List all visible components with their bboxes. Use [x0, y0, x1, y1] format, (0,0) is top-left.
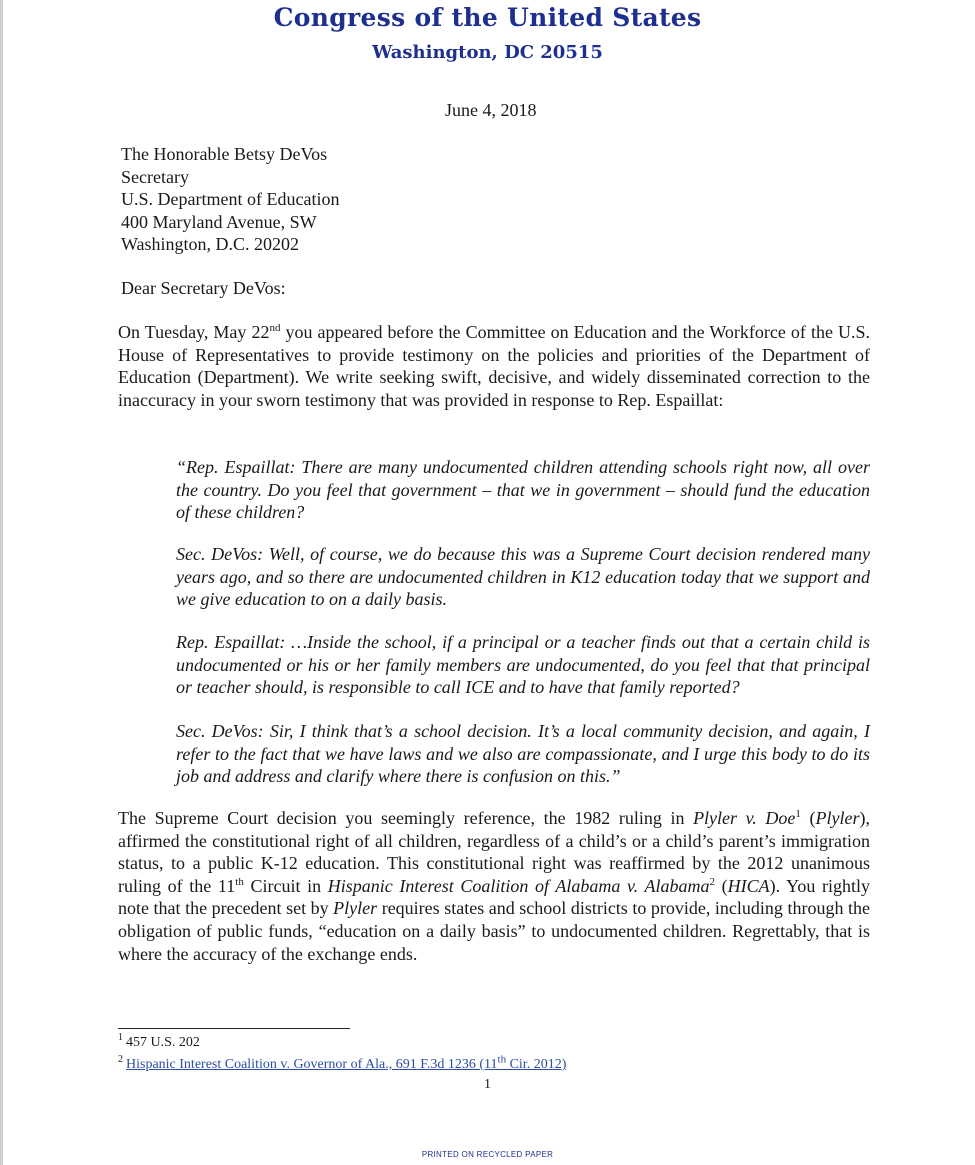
footnote-ref: 2 [709, 875, 716, 888]
footnote-number: 2 [118, 1054, 123, 1066]
footnote-ref: 1 [795, 808, 801, 820]
footnote-divider [118, 1028, 350, 1029]
footnote-text: 457 U.S. 202 [126, 1035, 200, 1050]
page-number: 1 [484, 1077, 491, 1092]
p2-text: ( [800, 808, 816, 828]
recipient-line: 400 Maryland Avenue, SW [121, 211, 317, 232]
recipient-line: Secretary [121, 166, 189, 187]
recipient-line: U.S. Department of Education [121, 189, 340, 210]
footnote-link[interactable] [126, 1053, 567, 1072]
p2-text: ( [715, 875, 728, 896]
letterhead-title: Congress of the United States [273, 3, 702, 32]
p2-text: Circuit in [243, 875, 328, 896]
testimony-quote: “Rep. Espaillat: There are many undocumented children attending schools right now, all over the country. Do you feel that government – that we in government – should fund the education of these children? [176, 457, 870, 523]
case-citation: Plyler [333, 898, 378, 919]
footnote-number: 1 [118, 1032, 123, 1044]
salutation: Dear Secretary DeVos: [121, 278, 286, 298]
recipient-address [121, 143, 339, 256]
recipient-line: Washington, D.C. 20202 [121, 234, 300, 255]
testimony-quote: Rep. Espaillat: …Inside the school, if a principal or a teacher finds out that a certain child is undocumented or his or her family members are undocumented, do you feel that that principal or teacher should, is responsible to call ICE and to have that family reported? [176, 632, 870, 698]
scan-edge [0, 0, 3, 1165]
footnote-2 [118, 1053, 567, 1073]
footnote-link-text: Cir. 2012) [506, 1057, 567, 1072]
p2-text: The Supreme Court decision you seemingly reference, the 1982 ruling in [118, 808, 694, 828]
letterhead-address: Washington, DC 20515 [372, 42, 603, 63]
case-citation: Hispanic Interest Coalition of Alabama v. Alabama [327, 875, 710, 896]
body-paragraph-1 [118, 321, 870, 411]
recipient-line: The Honorable Betsy DeVos [121, 144, 328, 164]
footnote-1 [118, 1032, 200, 1051]
p2-text: ). You rightly note that the precedent set by [118, 875, 870, 919]
ordinal-suffix: th [235, 875, 244, 888]
case-citation: Plyler [815, 808, 860, 828]
testimony-quote: Sec. DeVos: Well, of course, we do because this was a Supreme Court decision rendered many years ago, and so there are undocumented children in K12 education today that we support and we give education to on a daily basis. [176, 544, 870, 610]
p1-text: you appeared before the Committee on Education and the Workforce of the U.S. House of Representatives to provide testimony on the policies and priorities of the Department of Education (Department). We write seeking swift, decisive, and widely disseminated correction to the inaccuracy in your sworn testimony that was provided in response to Rep. Espaillat: [118, 322, 870, 410]
p1-ordinal: nd [269, 322, 281, 334]
p2-text: ), affirmed the constitutional right of all children, regardless of a child’s or a child’s parent’s immigration status, to a public K-12 education. This constitutional right was reaffirmed by the 2012 unanimous ruling of the 11 [118, 808, 870, 896]
p2-text: requires states and school districts to provide, including through the obligation of public funds, “education on a daily basis” to undocumented children. Regrettably, that is where the accuracy of the exchange ends. [118, 898, 870, 964]
ordinal-suffix: th [497, 1053, 507, 1066]
testimony-quote: Sec. DeVos: Sir, I think that’s a school decision. It’s a local community decision, and again, I refer to the fact that we have laws and we also are compassionate, and I urge this body to do its job and address and clarify where there is confusion on this.” [176, 721, 870, 787]
case-citation: Plyler v. Doe [693, 808, 796, 828]
letter-date: June 4, 2018 [445, 100, 537, 120]
footnote-link-text: Hispanic Interest Coalition v. Governor of Ala., 691 F.3d 1236 (11 [126, 1057, 498, 1072]
case-citation: HICA [727, 875, 770, 896]
p1-text: On Tuesday, May 22 [118, 322, 270, 342]
recycled-paper-notice: PRINTED ON RECYCLED PAPER [421, 1150, 554, 1159]
body-paragraph-2 [118, 807, 870, 965]
